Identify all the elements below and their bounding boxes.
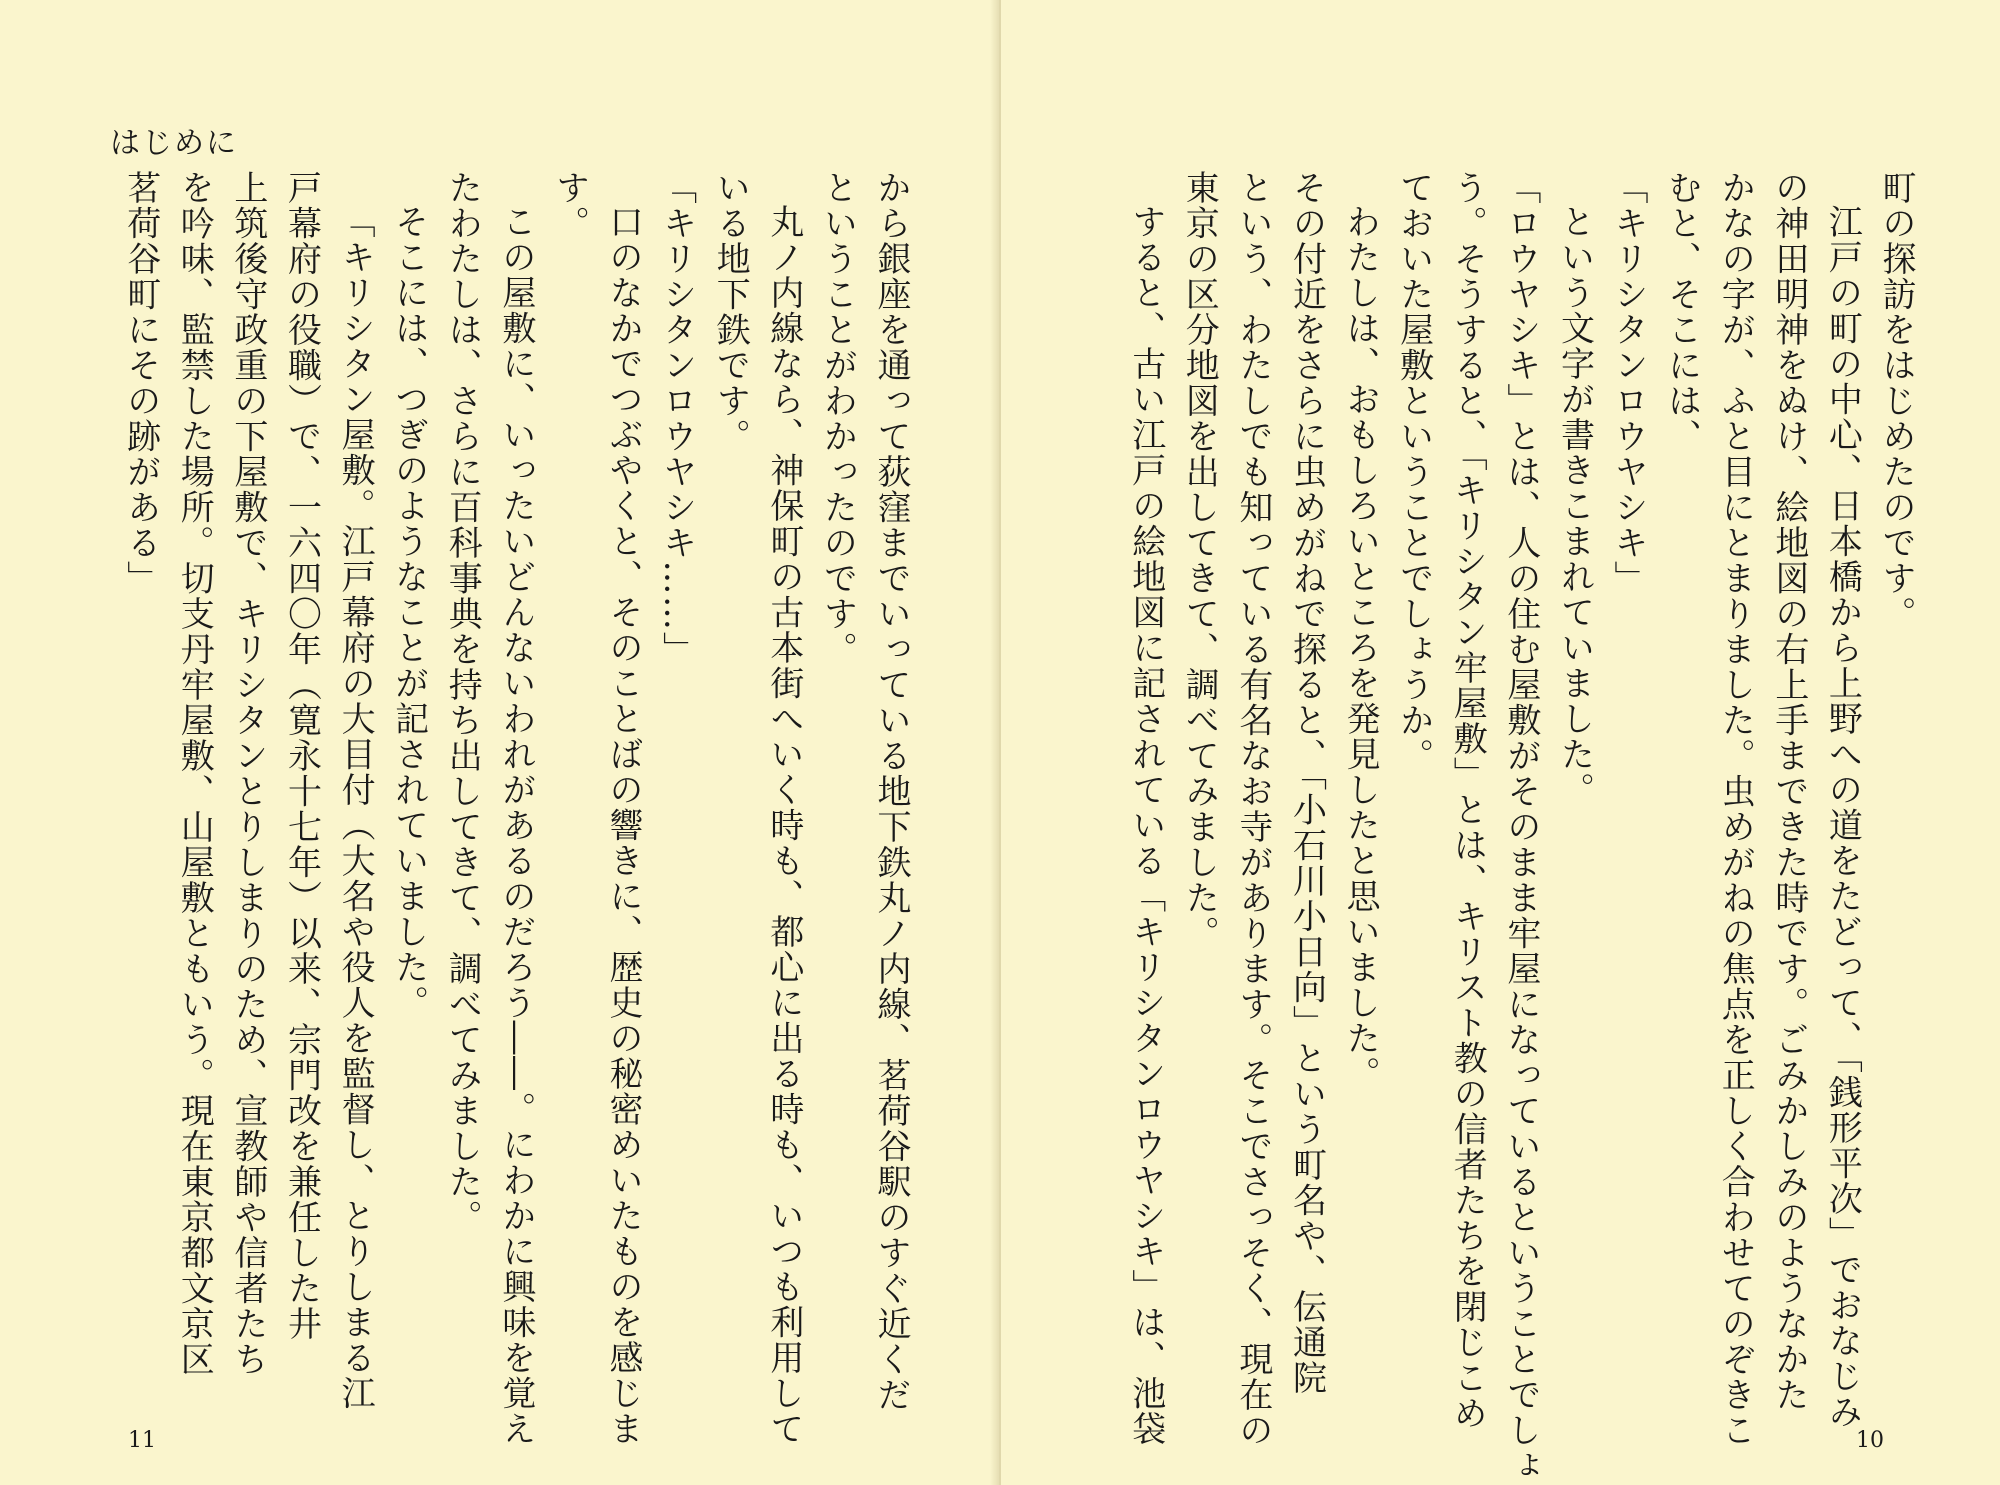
text-line: 町の探訪をはじめたのです。 bbox=[1876, 170, 1916, 632]
text-line: す。 bbox=[549, 170, 590, 241]
text-line: いる地下鉄です。 bbox=[710, 170, 751, 454]
text-line: そこには、つぎのようなことが記されていました。 bbox=[388, 204, 429, 1021]
text-line: かなの字が、ふと目にとまりました。虫めがねの焦点を正しく合わせてのぞきこ bbox=[1715, 170, 1756, 1448]
page-number-right: 10 bbox=[1856, 1428, 1884, 1453]
text-line: 「キリシタンロウヤシキ」 bbox=[1608, 170, 1649, 596]
text-line: という文字が書きこまれていました。 bbox=[1554, 204, 1595, 808]
page-number-left: 11 bbox=[128, 1428, 156, 1453]
right-page bbox=[1001, 0, 2000, 1485]
text-line: わたしは、おもしろいところを発見したと思いました。 bbox=[1340, 204, 1381, 1092]
text-line: う。そうすると、「キリシタン牢屋敷」とは、キリスト教の信者たちを閉じこめ bbox=[1447, 170, 1488, 1431]
text-line: を吟味、監禁した場所。切支丹牢屋敷、山屋敷ともいう。現在東京都文京区 bbox=[174, 170, 215, 1377]
text-line: 江戸の町の中心、日本橋から上野への道をたどって、「銭形平次」でおなじみ bbox=[1822, 204, 1863, 1430]
text-line: その付近をさらに虫めがねで探ると、「小石川小日向」という町名や、伝通院 bbox=[1286, 170, 1327, 1396]
text-line: ということがわかったのです。 bbox=[817, 170, 858, 667]
text-line: 上筑後守政重の下屋敷で、キリシタンとりしまりのため、宣教師や信者たち bbox=[227, 170, 268, 1377]
text-line: すると、古い江戸の絵地図に記されている「キリシタンロウヤシキ」は、池袋 bbox=[1125, 204, 1166, 1447]
text-line: という、わたしでも知っている有名なお寺があります。そこでさっそく、現在の bbox=[1232, 170, 1273, 1448]
text-line: この屋敷に、いったいどんないわれがあるのだろう――。にわかに興味を覚え bbox=[495, 204, 536, 1447]
text-line: 「キリシタンロウヤシキ……」 bbox=[656, 170, 697, 667]
text-line: ておいた屋敷ということでしょうか。 bbox=[1393, 170, 1434, 774]
left-page-text bbox=[113, 170, 917, 1450]
text-line: たわたしは、さらに百科事典を持ち出してきて、調べてみました。 bbox=[442, 170, 483, 1235]
text-line: 「ロウヤシキ」とは、人の住む屋敷がそのまま牢屋になっているということでしょ bbox=[1500, 170, 1541, 1484]
chapter-title: はじめに bbox=[110, 126, 238, 161]
text-line: 戸幕府の役職）で、一六四〇年（寛永十七年）以来、宗門改を兼任した井 bbox=[281, 170, 322, 1342]
text-line: 茗荷谷町にその跡がある」 bbox=[120, 170, 161, 596]
left-page bbox=[0, 0, 999, 1485]
text-line: 東京の区分地図を出してきて、調べてみました。 bbox=[1179, 170, 1220, 951]
text-line: むと、そこには、 bbox=[1661, 170, 1702, 454]
text-line: 丸ノ内線なら、神保町の古本街へいく時も、都心に出る時も、いつも利用して bbox=[763, 204, 804, 1447]
text-line: の神田明神をぬけ、絵地図の右上手まできた時です。ごみかしみのようなかた bbox=[1768, 170, 1809, 1413]
right-page-text bbox=[1118, 170, 1922, 1484]
text-line: から銀座を通って荻窪までいっている地下鉄丸ノ内線、茗荷谷駅のすぐ近くだ bbox=[871, 170, 911, 1413]
text-line: 口のなかでつぶやくと、そのことばの響きに、歴史の秘密めいたものを感じま bbox=[603, 204, 644, 1447]
text-line: 「キリシタン屋敷。江戸幕府の大目付（大名や役人を監督し、とりしまる江 bbox=[335, 204, 376, 1411]
